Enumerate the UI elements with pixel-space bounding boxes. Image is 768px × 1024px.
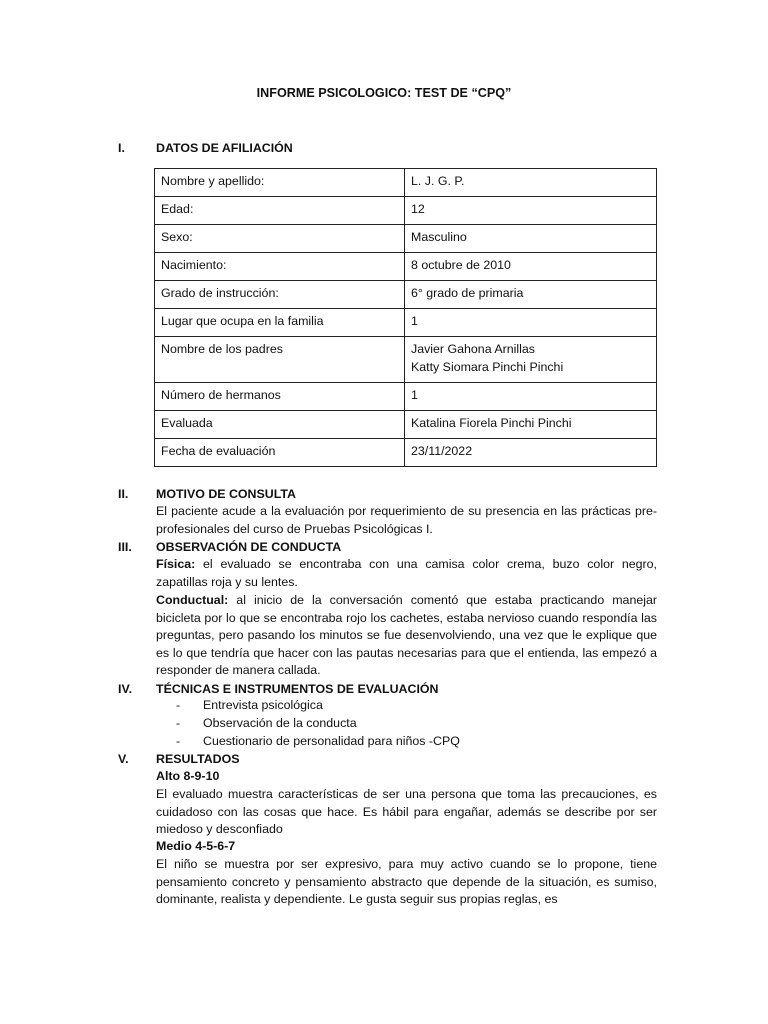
list-item [176, 715, 357, 733]
fisica-paragraph [156, 556, 657, 591]
alto-heading: Alto 8-9-10 [156, 769, 220, 783]
table-row [155, 197, 657, 225]
row-value: Katalina Fiorela Pinchi Pinchi [405, 411, 657, 439]
row-label: Nacimiento: [155, 253, 405, 281]
row-value: 8 octubre de 2010 [405, 253, 657, 281]
list-item-text: Cuestionario de personalidad para niños -CPQ [203, 734, 460, 748]
table-row [155, 383, 657, 411]
row-label: Edad: [155, 197, 405, 225]
row-label: Lugar que ocupa en la familia [155, 309, 405, 337]
row-label: Número de hermanos [155, 383, 405, 411]
list-item-text: Observación de la conducta [203, 716, 357, 730]
conductual-text: al inicio de la conversación comentó que estaba practicando manejar bicicleta por lo que se encontraba rojo los cachetes, estaba nervioso cuando respondía las preguntas, pero pasando los minutos se fue desenvolviendo, una vez que le explique que es lo que tendría que hacer con las pautas necesarias para que el entienda, las empezó a responder de manera callada. [156, 593, 657, 678]
parent-name: Katty Siomara Pinchi Pinchi [411, 360, 564, 374]
affiliation-table [154, 168, 657, 467]
medio-heading: Medio 4-5-6-7 [156, 839, 236, 853]
bullet-dash: - [176, 698, 181, 712]
fisica-text: el evaluado se encontraba con una camisa color crema, buzo color negro, zapatillas roja y su lentes. [156, 557, 657, 589]
parent-name: Javier Gahona Arnillas [411, 342, 535, 356]
bullet-dash: - [176, 734, 181, 748]
section-title: TÉCNICAS E INSTRUMENTOS DE EVALUACIÓN [156, 682, 439, 696]
row-value: 6° grado de primaria [405, 281, 657, 309]
row-value [405, 337, 657, 383]
list-item-text: Entrevista psicológica [203, 698, 323, 712]
bullet-dash: - [176, 716, 181, 730]
table-row [155, 439, 657, 467]
row-label: Nombre y apellido: [155, 169, 405, 197]
row-label: Nombre de los padres [155, 337, 405, 383]
row-label: Grado de instrucción: [155, 281, 405, 309]
row-value: Masculino [405, 225, 657, 253]
conductual-paragraph [156, 592, 657, 680]
section-title: DATOS DE AFILIACIÓN [156, 141, 293, 155]
section-number: IV. [118, 682, 133, 696]
list-item [176, 733, 460, 751]
list-item [176, 697, 323, 715]
row-value: 23/11/2022 [405, 439, 657, 467]
table-row [155, 253, 657, 281]
report-title: INFORME PSICOLOGICO: TEST DE “CPQ” [256, 86, 512, 100]
section-title: OBSERVACIÓN DE CONDUCTA [156, 540, 342, 554]
section-title: MOTIVO DE CONSULTA [156, 487, 296, 501]
table-row [155, 411, 657, 439]
row-label: Fecha de evaluación [155, 439, 405, 467]
table-row [155, 281, 657, 309]
row-value: 1 [405, 309, 657, 337]
table-row [155, 169, 657, 197]
table-row [155, 337, 657, 383]
section-number: III. [118, 540, 132, 554]
row-label: Sexo: [155, 225, 405, 253]
section-number: I. [118, 141, 125, 155]
conductual-label: Conductual: [156, 593, 229, 607]
medio-paragraph: El niño se muestra por ser expresivo, para muy activo cuando se lo propone, tiene pensamiento concreto y pensamiento abstracto que depende de la situación, es sumiso, dominante, realista y dependiente. Le gusta seguir sus propias reglas, es [156, 857, 657, 907]
section-number: V. [118, 752, 129, 766]
motivo-paragraph: El paciente acude a la evaluación por requerimiento de su presencia en las prácticas pre-profesionales del curso de Pruebas Psicológicas I. [156, 504, 657, 536]
section-number: II. [118, 487, 129, 501]
row-value: 12 [405, 197, 657, 225]
row-value: 1 [405, 383, 657, 411]
row-label: Evaluada [155, 411, 405, 439]
row-value: L. J. G. P. [405, 169, 657, 197]
fisica-label: Física: [156, 557, 196, 571]
alto-paragraph: El evaluado muestra características de ser una persona que toma las precauciones, es cuidadoso con las cosas que hace. Es hábil para engañar, además se describe por ser miedoso y desconfiado [156, 787, 657, 837]
table-row [155, 309, 657, 337]
table-row [155, 225, 657, 253]
section-title: RESULTADOS [156, 752, 240, 766]
